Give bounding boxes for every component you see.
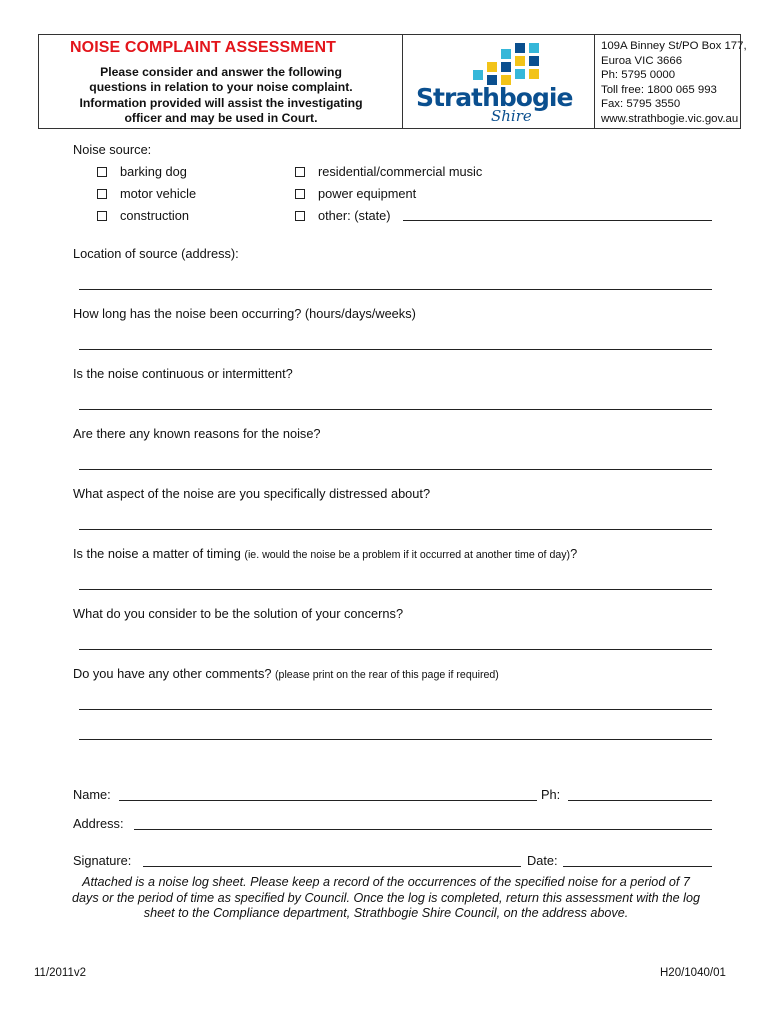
solution-answer-line[interactable] xyxy=(79,649,712,650)
construction-label: construction xyxy=(120,208,189,223)
location-question: Location of source (address): xyxy=(73,246,239,261)
phone-label: Ph: xyxy=(541,787,561,802)
contact-line: Toll free: 1800 065 993 xyxy=(601,83,717,96)
address-field-line[interactable] xyxy=(134,829,712,830)
intro-line: officer and may be used in Court. xyxy=(124,111,318,126)
continuous-answer-line[interactable] xyxy=(79,409,712,410)
solution-question: What do you consider to be the solution of your concerns? xyxy=(73,606,404,621)
name-field-line[interactable] xyxy=(119,800,537,801)
logo-square xyxy=(515,56,525,66)
how-long-answer-line[interactable] xyxy=(79,349,712,350)
contact-line: Fax: 5795 3550 xyxy=(601,98,681,111)
logo-square xyxy=(487,62,497,72)
aspect-question: What aspect of the noise are you specifically distressed about? xyxy=(73,486,431,501)
motor-vehicle-checkbox[interactable] xyxy=(97,189,107,199)
phone-field-line[interactable] xyxy=(568,800,712,801)
date-label: Date: xyxy=(527,853,558,868)
logo-square xyxy=(501,62,511,72)
timing-question-end: ? xyxy=(570,546,578,561)
signature-label: Signature: xyxy=(73,853,132,868)
date-field-line[interactable] xyxy=(563,866,712,867)
noise-source-label: Noise source: xyxy=(73,142,152,157)
music-checkbox[interactable] xyxy=(295,167,305,177)
signature-field-line[interactable] xyxy=(143,866,521,867)
logo-subname: Shire xyxy=(491,107,532,125)
location-answer-line[interactable] xyxy=(79,289,712,290)
form-version: 11/2011v2 xyxy=(34,967,87,979)
other-comments-note: (please print on the rear of this page if required) xyxy=(275,669,499,681)
logo-square xyxy=(529,56,539,66)
timing-answer-line[interactable] xyxy=(79,589,712,590)
intro-line: questions in relation to your noise complaint. xyxy=(89,80,353,95)
contact-line: 109A Binney St/PO Box 177, xyxy=(601,40,747,52)
barking-dog-checkbox[interactable] xyxy=(97,167,107,177)
construction-checkbox[interactable] xyxy=(97,211,107,221)
continuous-question: Is the noise continuous or intermittent? xyxy=(73,366,293,381)
address-label: Address: xyxy=(73,816,124,831)
form-title: NOISE COMPLAINT ASSESSMENT xyxy=(70,39,337,56)
council-logo xyxy=(403,35,595,128)
logo-square xyxy=(515,69,525,79)
document-reference: H20/1040/01 xyxy=(660,967,726,979)
contact-line: Euroa VIC 3666 xyxy=(601,54,683,67)
motor-vehicle-label: motor vehicle xyxy=(120,186,197,201)
power-equipment-checkbox[interactable] xyxy=(295,189,305,199)
contact-line: www.strathbogie.vic.gov.au xyxy=(601,112,739,125)
logo-square xyxy=(473,70,483,80)
logo-square xyxy=(515,43,525,53)
name-label: Name: xyxy=(73,787,111,802)
reasons-answer-line[interactable] xyxy=(79,469,712,470)
other-comments-line-1[interactable] xyxy=(79,709,712,710)
logo-square xyxy=(501,49,511,59)
log-sheet-note: Attached is a noise log sheet. Please keep a record of the occurrences of the specified noise for a period of 7 days or the period of time as specified by Council. Once the log is completed, return this assessment with the log sheet to the Compliance department, Strathbogie Shire Council, on the address above. xyxy=(72,875,700,921)
how-long-question: How long has the noise been occurring? (hours/days/weeks) xyxy=(73,306,416,321)
contact-cell xyxy=(595,35,747,128)
logo-square xyxy=(529,43,539,53)
intro-line: Information provided will assist the investigating xyxy=(79,95,363,110)
other-checkbox[interactable] xyxy=(295,211,305,221)
other-comments-line-2[interactable] xyxy=(79,739,712,740)
timing-question-text: Is the noise a matter of timing xyxy=(73,546,241,561)
contact-line: Ph: 5795 0000 xyxy=(601,69,676,82)
logo-name: Strathbogie xyxy=(416,83,573,112)
barking-dog-label: barking dog xyxy=(120,164,187,179)
music-label: residential/commercial music xyxy=(318,164,483,179)
other-comments-text: Do you have any other comments? xyxy=(73,666,272,681)
reasons-question: Are there any known reasons for the noise? xyxy=(73,426,321,441)
other-comments-question xyxy=(73,666,499,681)
power-equipment-label: power equipment xyxy=(318,186,417,201)
header-title-cell xyxy=(39,35,403,128)
intro-text xyxy=(45,65,397,127)
logo-square xyxy=(529,69,539,79)
intro-line: Please consider and answer the following xyxy=(100,65,342,79)
form-header xyxy=(38,34,747,129)
timing-question-note: (ie. would the noise be a problem if it occurred at another time of day) xyxy=(244,549,571,561)
other-label: other: (state) xyxy=(318,208,391,223)
aspect-answer-line[interactable] xyxy=(79,529,712,530)
timing-question xyxy=(73,546,577,561)
other-state-line[interactable] xyxy=(403,220,712,221)
contact-details xyxy=(601,39,747,127)
